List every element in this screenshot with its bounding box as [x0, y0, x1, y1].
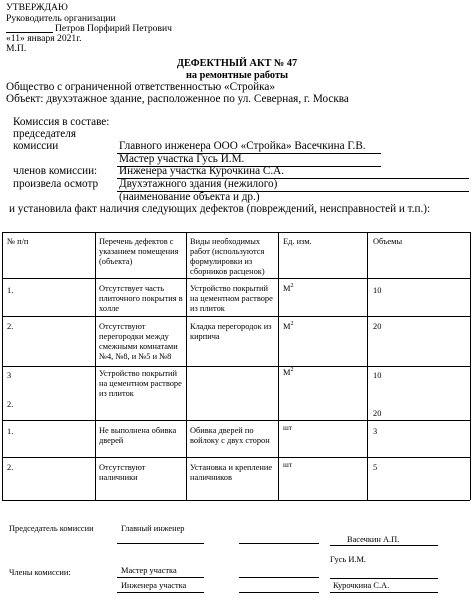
- signature-line: [117, 543, 204, 544]
- row-defect: Отсутствуют перегородки между смежными комнатами №4, №8, и №5 и №8: [99, 322, 178, 361]
- row-unit: [283, 368, 293, 378]
- header-unit: Ед. изм.: [283, 237, 312, 246]
- unit-exponent: 2: [290, 283, 294, 290]
- table-line: [367, 232, 368, 500]
- table-line: [2, 232, 3, 500]
- row-unit: [283, 322, 293, 332]
- object-line: Объект: двухэтажное здание, расположенное по ул. Северная, г. Москва: [6, 93, 349, 105]
- table-line: [186, 232, 187, 500]
- unit-exponent: 2: [290, 367, 294, 374]
- document-title: ДЕФЕКТНЫЙ АКТ № 47: [176, 58, 298, 69]
- table-line: [2, 278, 470, 279]
- signature-line: [330, 578, 438, 579]
- unit-text: М: [283, 368, 291, 377]
- unit-exponent: 2: [290, 321, 294, 328]
- inspection-label: произвела осмотр: [13, 178, 99, 190]
- header-volume: Объемы: [373, 237, 403, 246]
- row-volume: 10: [373, 371, 382, 380]
- organization-line: Общество с ограниченной ответственностью «Стройка»: [6, 81, 275, 93]
- row-volume: 5: [373, 463, 378, 472]
- header-works: Виды необходимых работ (используются формулировки из сборников расценок): [190, 237, 265, 276]
- signature-chair-position: Главный инженер: [121, 524, 185, 533]
- row-volume: 3: [373, 427, 378, 436]
- chair-label-line1: председателя: [13, 128, 76, 140]
- chair-value: Главного инженера ООО «Стройка» Васечкина Г.В.: [119, 140, 366, 152]
- row-volume-secondary: 20: [373, 409, 382, 418]
- member-value-2: Инженера участка Курочкина С.А.: [119, 165, 285, 177]
- chair-label-line2: комиссии: [13, 140, 59, 152]
- inspection-hint: (наименование объекта и др.): [119, 191, 260, 203]
- unit-text: М: [283, 322, 291, 331]
- approval-signer: Петров Порфирий Петрович: [55, 23, 172, 34]
- table-line: [2, 366, 470, 367]
- row-volume: 10: [373, 286, 382, 295]
- defects-found-text: и установила факт наличия следующих дефектов (повреждений, неисправностей и т.п.):: [9, 203, 431, 215]
- signature-member2-position: Инженера участка: [121, 581, 187, 590]
- signature-line: [117, 577, 204, 578]
- table-line: [2, 500, 470, 501]
- row-defect: Отсутствуют наличники: [99, 463, 146, 482]
- row-num-secondary: 2.: [7, 400, 14, 409]
- row-work: Установка и крепление наличников: [190, 463, 273, 482]
- signature-line: [330, 592, 438, 593]
- row-work: Устройство покрытий на цементном растворе из плиток: [190, 284, 273, 313]
- row-defect: Не выполнена обивка дверей: [99, 426, 177, 445]
- approval-date: «11» января 2021г.: [6, 33, 82, 44]
- signature-line: [330, 545, 438, 546]
- row-defect: Устройство покрытий на цементном растворе из плиток: [99, 369, 182, 398]
- row-num: 2.: [7, 463, 14, 472]
- signature-member1-name: Гусь И.М.: [330, 555, 367, 564]
- members-label: членов комиссии:: [13, 165, 98, 177]
- row-volume: 20: [373, 322, 382, 331]
- row-unit: шт: [283, 423, 293, 432]
- header-defects: Перечень дефектов с указанием помещения (объекта): [99, 237, 179, 266]
- commission-intro: Комиссия в составе:: [13, 116, 110, 128]
- unit-text: М: [283, 284, 291, 293]
- row-unit: шт: [283, 460, 293, 469]
- signature-chair-label: Председатель комиссии: [9, 524, 94, 533]
- header-num: № п/п: [7, 237, 29, 246]
- document-subtitle: на ремонтные работы: [185, 70, 289, 81]
- signature-line: [239, 543, 319, 544]
- approval-seal-mark: М.П.: [6, 43, 27, 54]
- table-line: [470, 232, 471, 500]
- table-line: [95, 232, 96, 500]
- row-work: Кладка перегородок из кирпича: [190, 322, 272, 341]
- row-work: Обивка дверей по войлоку с двух сторон: [190, 426, 270, 445]
- signature-line: [239, 592, 319, 593]
- signature-line: [239, 577, 319, 578]
- row-num: 3: [7, 371, 12, 380]
- table-line: [278, 232, 279, 500]
- member-value-1: Мастер участка Гусь И.М.: [119, 153, 245, 165]
- signature-member1-position: Мастер участка: [121, 566, 177, 575]
- signature-member2-name: Курочкина С.А.: [333, 581, 390, 590]
- signature-members-label: Члены комиссии:: [9, 568, 71, 577]
- inspection-value: Двухэтажного здания (нежилого): [119, 178, 278, 190]
- signature-chair-name: Васечкин А.П.: [347, 535, 400, 544]
- signature-line: [117, 592, 204, 593]
- approval-stamp: УТВЕРЖДАЮ: [6, 2, 68, 13]
- table-line: [2, 316, 470, 317]
- table-line: [2, 420, 470, 421]
- row-num: 1.: [7, 427, 14, 436]
- row-unit: [283, 284, 293, 294]
- table-line: [2, 232, 470, 233]
- row-num: 2.: [7, 322, 14, 331]
- approval-position: Руководитель организации: [6, 13, 116, 24]
- table-line: [2, 457, 470, 458]
- row-defect: Отсутствует часть плиточного покрытия в холле: [99, 284, 183, 313]
- row-num: 1.: [7, 286, 14, 295]
